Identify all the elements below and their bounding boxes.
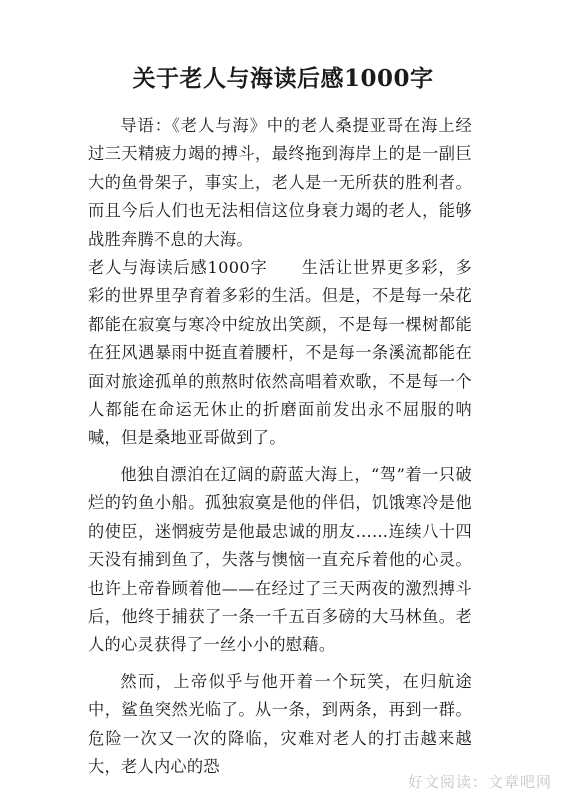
document-title: 关于老人与海读后感1000字 [132,65,434,92]
document-body [88,112,472,781]
site-watermark: 好文阅读：文章吧网 [407,773,552,791]
body-paragraph-1: 老人与海读后感1000字 生活让世界更多彩，多彩的世界里孕育着多彩的生活。但是，不是每一朵花都能在寂寞与寒冷中绽放出笑颜，不是每一棵树都能在狂风遇暴雨中挺直着腰杆，不是每一条溪流都能在面对旅途孤单的煎熬时依然高唱着欢歌，不是每一个人都能在命运无休止的折磨面前发出永不屈服的呐喊，但是桑地亚哥做到了。 [88,258,472,448]
intro-paragraph: 导语：《老人与海》中的老人桑提亚哥在海上经过三天精疲力竭的搏斗，最终拖到海岸上的是一副巨大的鱼骨架子，事实上，老人是一无所获的胜利者。而且今后人们也无法相信这位身衰力竭的老人，能够战胜奔腾不息的大海。 [88,116,472,249]
body-paragraph-2: 他独自漂泊在辽阔的蔚蓝大海上，“驾”着一只破烂的钓鱼小船。孤独寂寞是他的伴侣，饥饿寒冷是他的使臣，迷惘疲劳是他最忠诚的朋友……连续八十四天没有捕到鱼了，失落与懊恼一直充斥着他的心灵。也许上帝眷顾着他——在经过了三天两夜的激烈搏斗后，他终于捕获了一条一千五百多磅的大马林鱼。老人的心灵获得了一丝小小的慰藉。 [88,464,472,655]
body-paragraph-3: 然而，上帝似乎与他开着一个玩笑，在归航途中，鲨鱼突然光临了。从一条，到两条，再到一群。危险一次又一次的降临，灾难对老人的打击越来越大，老人内心的恐 [88,671,472,776]
